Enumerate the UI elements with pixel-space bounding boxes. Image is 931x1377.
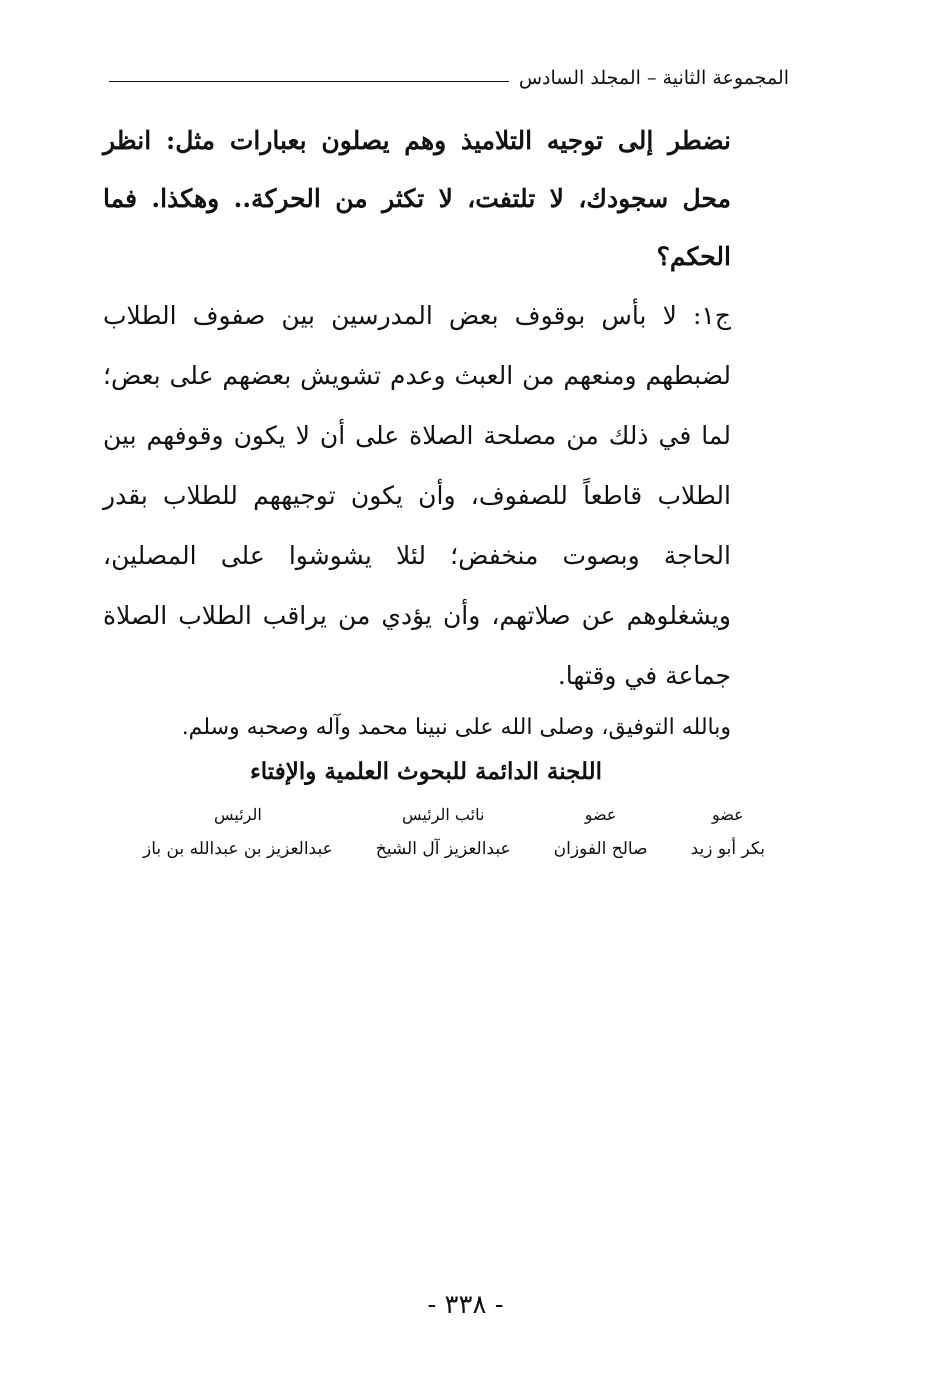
- signatory-name: بكر أبو زيد: [690, 839, 765, 859]
- answer-paragraph: [103, 286, 789, 706]
- signatory-role: الرئيس: [213, 805, 262, 824]
- running-title: المجموعة الثانية – المجلد السادس: [518, 67, 789, 89]
- answer-text: لا بأس بوقوف بعض المدرسين بين صفوف الطلاب لضبطهم ومنعهم من العبث وعدم تشويش بعضهم على بعض؛ لما في ذلك من مصلحة الصلاة على أن لا يكون وقوفهم بين الطلاب قاطعاً للصفوف، وأن يكون توجيههم للطلاب بقدر الحاجة وبصوت منخفض؛ لئلا يشوشوا على المصلين، ويشغلوهم عن صلاتهم، وأن يؤدي من يراقب الطلاب الصلاة جماعة في وقتها.: [103, 301, 731, 690]
- signatory-role: نائب الرئيس: [402, 805, 485, 824]
- signatory-role: عضو: [584, 805, 617, 824]
- signatory: [143, 798, 333, 866]
- signatory: [691, 798, 765, 866]
- signatory: [554, 798, 648, 866]
- page-number: - ٣٣٨ -: [427, 1290, 504, 1320]
- signatories: [143, 798, 765, 866]
- signatory: [376, 798, 511, 866]
- signatory-role: عضو: [711, 805, 744, 824]
- signatory-name: عبدالعزيز آل الشيخ: [375, 839, 511, 859]
- running-header: [109, 62, 789, 94]
- answer-label: ج١:: [692, 301, 731, 330]
- committee-title: اللجنة الدائمة للبحوث العلمية والإفتاء: [249, 758, 603, 785]
- closing-line: وبالله التوفيق، وصلى الله على نبينا محمد وآله وصحبه وسلم.: [181, 715, 731, 740]
- question-text: نضطر إلى توجيه التلاميذ وهم يصلون بعبارات مثل: انظر محل سجودك، لا تلتفت، لا تكثر من الحركة.. وهكذا. فما الحكم؟: [103, 126, 731, 271]
- header-rule: [109, 81, 509, 82]
- signatory-name: صالح الفوزان: [553, 839, 648, 859]
- signatory-name: عبدالعزيز بن عبدالله بن باز: [143, 839, 333, 859]
- page-content: [103, 112, 789, 866]
